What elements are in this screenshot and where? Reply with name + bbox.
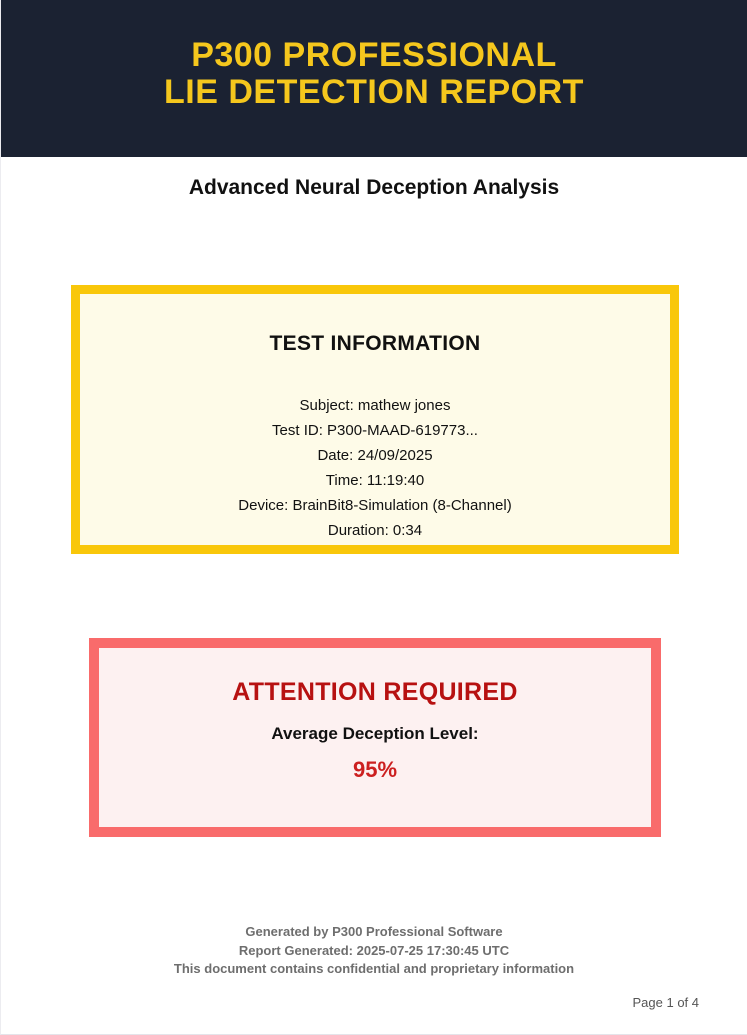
test-info-device: Device: BrainBit8-Simulation (8-Channel)	[238, 497, 512, 514]
test-info-date: Date: 24/09/2025	[317, 447, 433, 464]
report-subtitle: Advanced Neural Deception Analysis	[188, 176, 560, 199]
deception-level-value: 95%	[352, 757, 398, 782]
report-header	[1, 0, 747, 157]
page-number: Page 1 of 4	[632, 995, 699, 1010]
test-information-box	[71, 285, 679, 554]
test-info-test-id: Test ID: P300-MAAD-619773...	[272, 422, 478, 439]
test-information-title: TEST INFORMATION	[269, 332, 481, 355]
attention-required-title: ATTENTION REQUIRED	[232, 678, 518, 706]
attention-required-box	[89, 638, 661, 837]
report-footer	[1, 923, 747, 979]
test-info-time: Time: 11:19:40	[325, 472, 425, 489]
test-info-subject: Subject: mathew jones	[299, 397, 451, 414]
footer-generated-by: Generated by P300 Professional Software	[245, 924, 503, 939]
footer-report-generated: Report Generated: 2025-07-25 17:30:45 UTC	[238, 942, 510, 958]
test-info-duration: Duration: 0:34	[327, 522, 423, 539]
test-information-lines	[80, 393, 670, 543]
report-title-line-1: P300 PROFESSIONAL	[191, 36, 557, 74]
report-title-line-2: LIE DETECTION REPORT	[164, 73, 584, 111]
footer-confidentiality-notice: This document contains confidential and proprietary information	[173, 961, 575, 976]
deception-level-label: Average Deception Level:	[271, 724, 479, 743]
